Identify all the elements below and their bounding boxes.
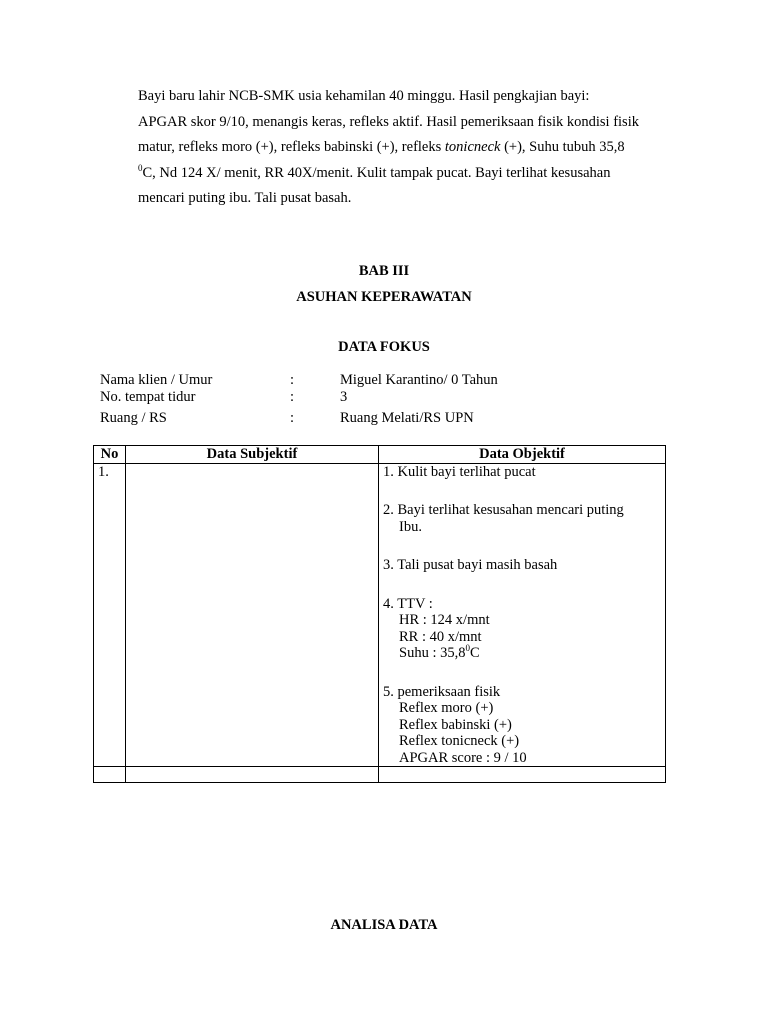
intro-line: APGAR skor 9/10, menangis keras, refleks aktif. Hasil pemeriksaan fisik kondisi fisik <box>138 113 639 130</box>
intro-text: matur, refleks moro (+), refleks babinski (+), refleks <box>138 139 445 155</box>
patient-field-bed <box>100 389 660 406</box>
empty-cell <box>379 767 666 783</box>
reflex-tonicneck: Reflex tonicneck (+) <box>399 733 520 749</box>
field-value: Miguel Karantino/ 0 Tahun <box>340 372 498 388</box>
objective-item <box>383 502 661 535</box>
intro-italic-term: tonicneck <box>444 139 501 155</box>
field-label: Nama klien / Umur <box>100 372 213 388</box>
temp-text: Suhu : 35,8 <box>399 645 466 661</box>
field-value: 3 <box>340 389 348 405</box>
degree-superscript: 0 <box>138 162 143 173</box>
apgar-score: APGAR score : 9 / 10 <box>399 749 527 766</box>
header-no: No <box>94 446 126 464</box>
row-number: 1. <box>94 463 126 767</box>
field-colon: : <box>290 410 295 426</box>
reflex-moro: Reflex moro (+) <box>399 700 494 716</box>
vital-rr: RR : 40 x/mnt <box>399 628 482 645</box>
chapter-title: ASUHAN KEPERAWATAN <box>296 289 472 305</box>
reflex-babinski: Reflex babinski (+) <box>399 716 512 733</box>
intro-text: (+), Suhu tubuh 35,8 <box>500 139 625 155</box>
field-colon: : <box>290 372 295 388</box>
objective-item-vitals <box>383 596 661 662</box>
section-title: DATA FOKUS <box>338 339 430 355</box>
vital-hr: HR : 124 x/mnt <box>399 612 490 628</box>
patient-field-name <box>100 372 660 389</box>
objective-item <box>383 557 661 574</box>
header-objective: Data Objektif <box>379 446 666 464</box>
objective-text: 5. pemeriksaan fisik <box>383 683 501 700</box>
objective-text: 4. TTV : <box>383 595 433 612</box>
objective-cell <box>379 463 666 767</box>
degree-superscript: 0 <box>465 643 470 654</box>
objective-text: 3. Tali pusat bayi masih basah <box>383 557 558 573</box>
patient-field-room <box>100 410 660 427</box>
patient-fields <box>100 372 660 427</box>
objective-item-physical <box>383 684 661 767</box>
intro-line <box>138 161 683 187</box>
empty-cell <box>94 767 126 783</box>
intro-paragraph <box>138 84 683 212</box>
table-row <box>94 463 666 767</box>
objective-item <box>383 464 661 481</box>
table-header-row <box>94 446 666 464</box>
intro-line: Bayi baru lahir NCB-SMK usia kehamilan 40 minggu. Hasil pengkajian bayi: <box>138 88 590 104</box>
subjective-cell <box>126 463 379 767</box>
table-row-empty <box>94 767 666 783</box>
field-label: No. tempat tidur <box>100 389 196 405</box>
header-subjective: Data Subjektif <box>126 446 379 464</box>
temp-unit: C <box>469 645 480 661</box>
field-colon: : <box>290 389 295 405</box>
intro-text: C, Nd 124 X/ menit, RR 40X/menit. Kulit tampak pucat. Bayi terlihat kesusahan <box>142 164 611 181</box>
objective-text: 2. Bayi terlihat kesusahan mencari puting <box>383 502 624 518</box>
next-section-title: ANALISA DATA <box>330 917 438 933</box>
intro-line <box>138 135 683 161</box>
empty-cell <box>126 767 379 783</box>
field-label: Ruang / RS <box>100 410 167 426</box>
field-value: Ruang Melati/RS UPN <box>340 410 474 426</box>
intro-line: mencari puting ibu. Tali pusat basah. <box>138 190 352 206</box>
objective-text: Ibu. <box>399 518 422 535</box>
chapter-number: BAB III <box>358 263 410 279</box>
objective-text: 1. Kulit bayi terlihat pucat <box>383 463 536 480</box>
data-focus-table <box>93 445 666 783</box>
vital-temperature <box>383 645 661 662</box>
